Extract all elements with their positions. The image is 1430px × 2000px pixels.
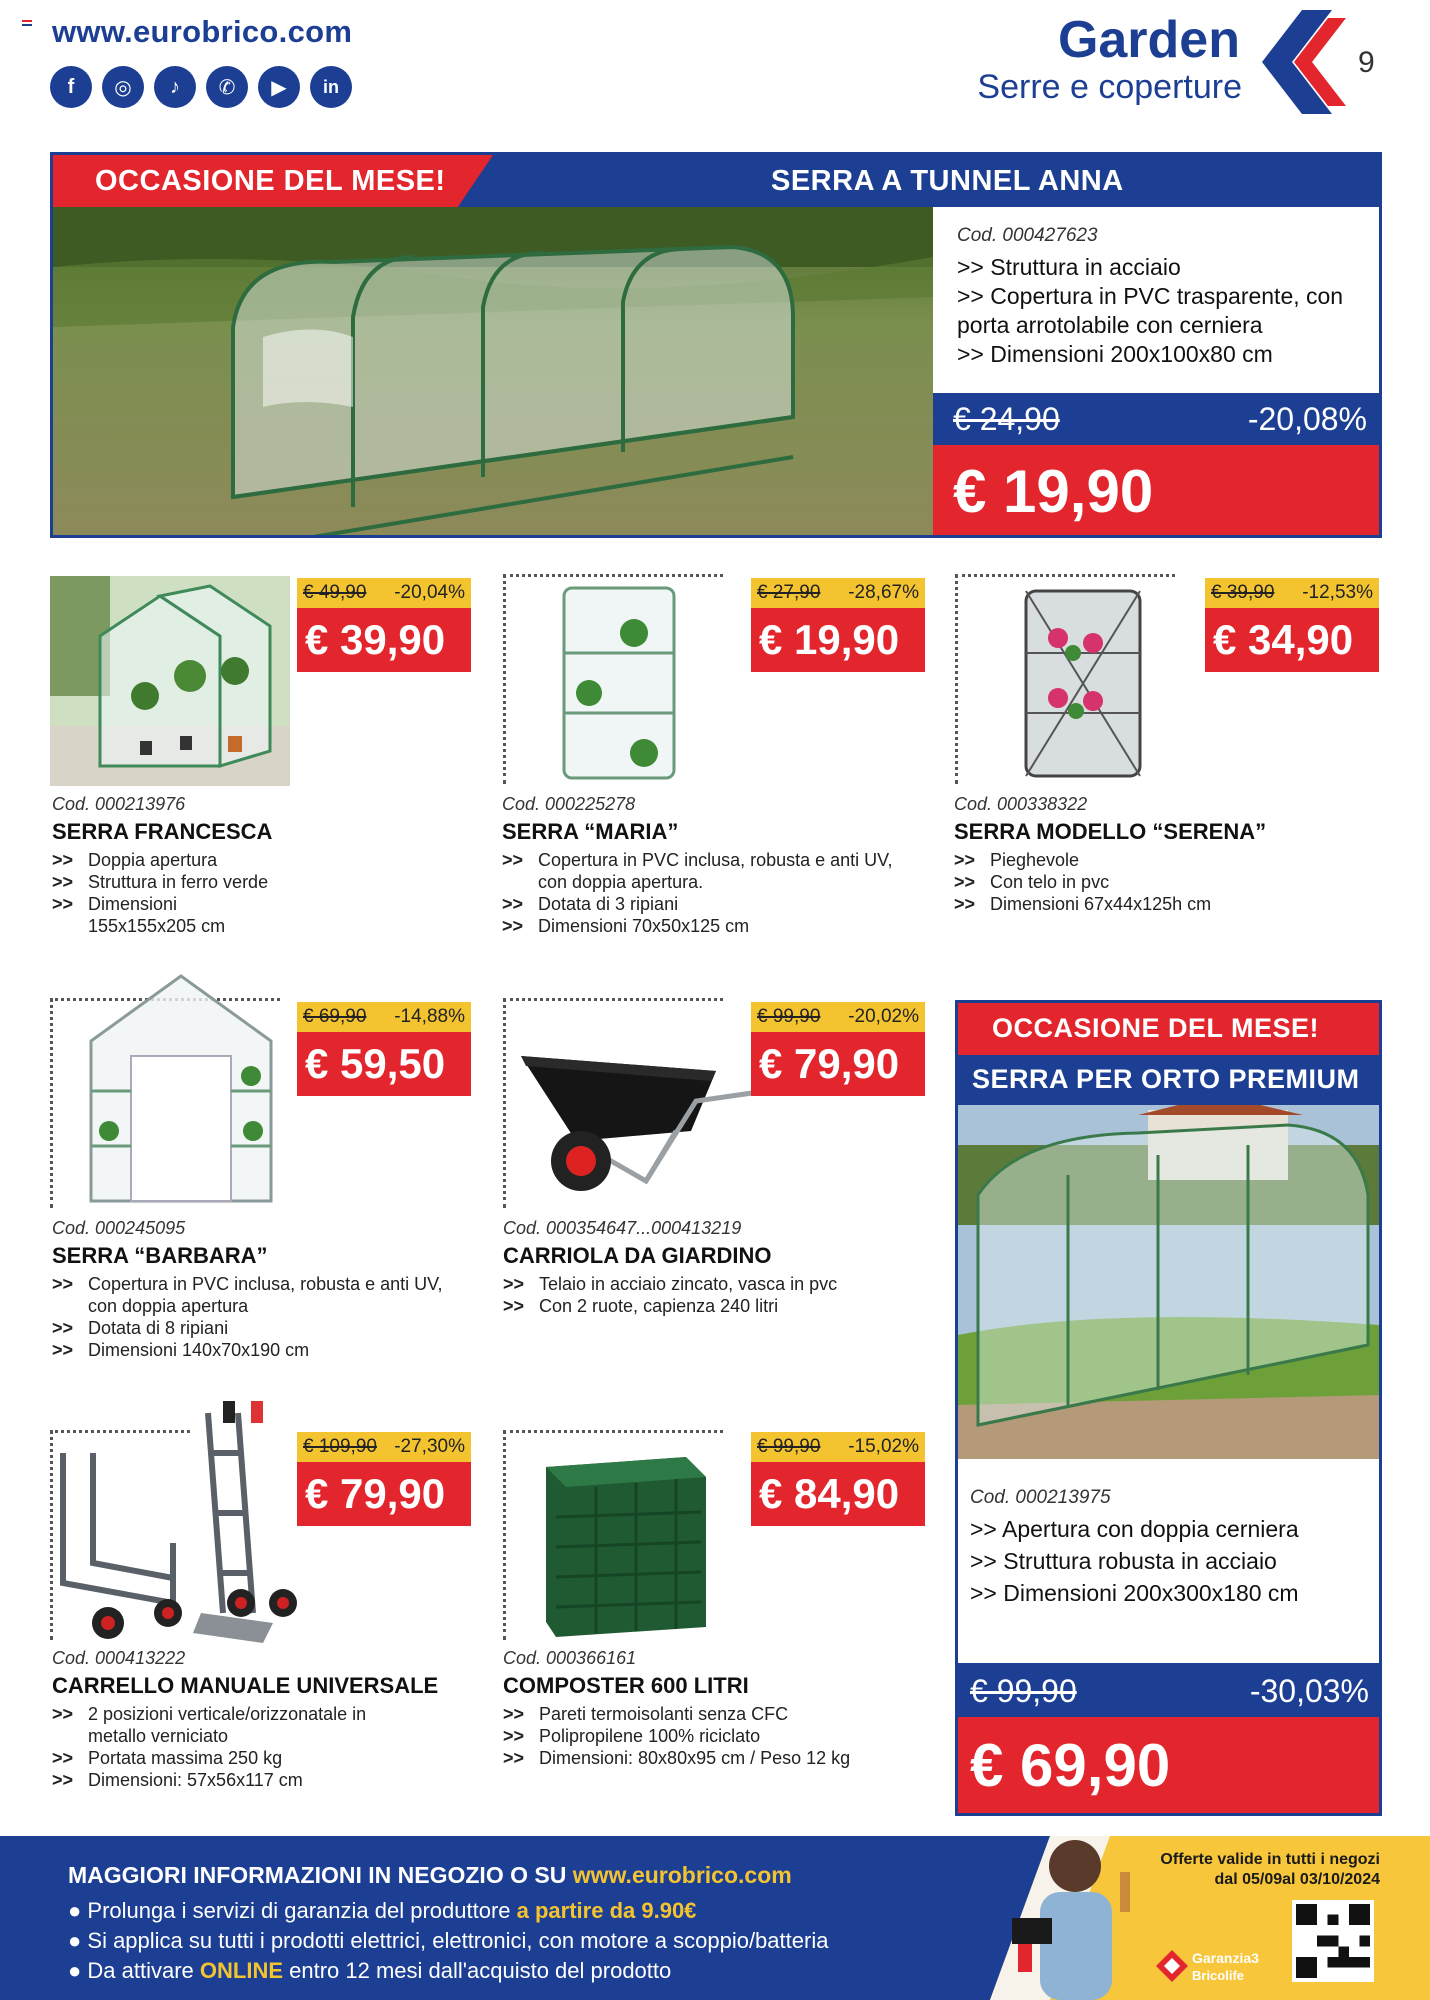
product-image-francesca [50,576,290,786]
price-tag-carrello [297,1432,471,1526]
footer-line-1: ● Prolunga i servizi di garanzia del produttore a partire da 9.90€ [68,1898,697,1923]
price-tag-serena [1205,578,1379,672]
discount: -20,04% [394,582,465,603]
product-bullet: Dotata di 8 ripiani [88,1318,229,1338]
premium-bullet: >> Dimensioni 200x300x180 cm [970,1580,1299,1606]
product-image-maria [503,574,723,784]
site-url[interactable]: www.eurobrico.com [52,14,353,49]
product-bullet: Doppia apertura [88,850,218,870]
instagram-icon[interactable]: ◎ [102,66,144,108]
hero-old-price-bar [933,393,1379,445]
hero-bullet: >> Dimensioni 200x100x80 cm [957,341,1273,367]
product-name: CARRELLO MANUALE UNIVERSALE [52,1673,439,1698]
product-details-carriola: Cod. 000354647...000413219 CARRIOLA DA GIARDINO >> Telaio in acciaio zincato, vasca in pvc >> Con 2 ruote, capienza 240 litri [503,1218,923,1317]
product-image-serena [955,574,1175,784]
hero-offer [50,152,1382,538]
hero-old-price: € 24,90 [953,401,1060,437]
linkedin-icon[interactable]: in [310,66,352,108]
hero-product-image [53,207,933,535]
category-subtitle: Serre e coperture [977,68,1242,106]
price: € 59,50 [305,1040,446,1087]
premium-title: SERRA PER ORTO PREMIUM [972,1064,1360,1094]
premium-badge: OCCASIONE DEL MESE! [992,1013,1320,1043]
old-price: € 69,90 [303,1006,367,1027]
premium-code: Cod. 000213975 [970,1487,1111,1508]
product-bullet: Pareti termoisolanti senza CFC [539,1704,789,1724]
premium-old-price: € 99,90 [970,1673,1077,1709]
product-details-composter: Cod. 000366161 COMPOSTER 600 LITRI >> Pareti termoisolanti senza CFC >> Polipropilene 100% riciclato >> Dimensioni: 80x80x95 cm / Peso 12 kg [503,1648,923,1769]
product-name: SERRA MODELLO “SERENA” [954,819,1267,844]
premium-offer [955,1000,1382,1816]
product-bullet: Dotata di 3 ripiani [538,894,679,914]
discount: -27,30% [394,1436,465,1457]
whatsapp-icon[interactable]: ✆ [206,66,248,108]
garanzia-logo: Garanzia3 Bricolife [1156,1946,1286,1988]
product-code: Cod. 000213976 [52,794,186,814]
footer-line-3: ● Da attivare ONLINE entro 12 mesi dall'acquisto del prodotto [68,1958,672,1983]
product-details-barbara: Cod. 000245095 SERRA “BARBARA” >> Copertura in PVC inclusa, robusta e anti UV, con doppia apertura >> Dotata di 8 ripiani >> Dimensioni 140x70x190 cm [52,1218,472,1361]
product-bullet: Dimensioni: 57x56x117 cm [88,1770,303,1790]
discount: -20,02% [848,1006,919,1027]
price: € 39,90 [305,616,446,663]
hero-title: SERRA A TUNNEL ANNA [771,165,1124,197]
product-name: SERRA “MARIA” [502,819,679,844]
product-image-composter [503,1430,723,1640]
old-price: € 109,90 [303,1436,377,1457]
price: € 79,90 [305,1470,446,1517]
premium-bullet: >> Apertura con doppia cerniera [970,1516,1299,1542]
price: € 79,90 [759,1040,900,1087]
garanzia-logo-icon [1156,1950,1188,1982]
product-code: Cod. 000225278 [502,794,636,814]
product-details-carrello: Cod. 000413222 CARRELLO MANUALE UNIVERSALE >> 2 posizioni verticale/orizzonatale in metallo verniciato >> Portata massima 250 kg >> Dimensioni: 57x56x117 cm [52,1648,472,1791]
old-price: € 27,90 [757,582,821,603]
price: € 34,90 [1213,616,1354,663]
premium-discount: -30,03% [1249,1673,1369,1709]
hero-code: Cod. 000427623 [957,225,1098,246]
old-price: € 99,90 [757,1436,821,1457]
product-bullet: Dimensioni 70x50x125 cm [538,916,750,936]
product-bullet: Dimensioni 140x70x190 cm [88,1340,310,1360]
price-tag-carriola [751,1002,925,1096]
youtube-icon[interactable]: ▶ [258,66,300,108]
price-tag-maria [751,578,925,672]
premium-price-bar [958,1717,1379,1813]
hero-badge: OCCASIONE DEL MESE! [95,165,446,197]
product-bullet: 2 posizioni verticale/orizzonatale in metallo verniciato [88,1704,367,1746]
qr-code-icon[interactable] [1292,1900,1374,1982]
footer-url[interactable]: www.eurobrico.com [572,1862,792,1888]
corner-mark [22,20,32,28]
product-code: Cod. 000413222 [52,1648,186,1668]
product-image-carriola [503,998,723,1208]
category-title: Garden [1057,11,1240,69]
product-name: CARRIOLA DA GIARDINO [503,1243,772,1268]
premium-product-image [958,1105,1379,1459]
product-bullet: Polipropilene 100% riciclato [539,1726,761,1746]
product-bullet: Dimensioni 67x44x125h cm [990,894,1212,914]
product-details-serena: Cod. 000338322 SERRA MODELLO “SERENA” >> Pieghevole >> Con telo in pvc >> Dimensioni 67x44x125h cm [954,794,1374,915]
price: € 84,90 [759,1470,900,1517]
chevron-logo-icon [1262,10,1348,114]
premium-title-band [958,1055,1379,1105]
old-price: € 39,90 [1211,582,1275,603]
premium-old-price-bar [958,1663,1379,1717]
product-bullet: Pieghevole [990,850,1080,870]
price-tag-composter [751,1432,925,1526]
product-name: COMPOSTER 600 LITRI [503,1673,749,1698]
product-code: Cod. 000245095 [52,1218,186,1238]
footer-line-2: ● Si applica su tutti i prodotti elettrici, elettronici, con motore a scoppio/batteria [68,1928,829,1953]
price-tag-barbara [297,1002,471,1096]
price: € 19,90 [759,616,900,663]
product-bullet: Con telo in pvc [990,872,1110,892]
footer-validity: Offerte valide in tutti i negozi dal 05/09al 03/10/2024 [1160,1851,1380,1888]
product-bullet: Dimensioni 155x155x205 cm [88,894,226,936]
product-bullet: Copertura in PVC inclusa, robusta e anti UV, con doppia apertura [88,1274,443,1316]
product-code: Cod. 000338322 [954,794,1088,814]
hero-info [933,207,1379,535]
product-bullet: Struttura in ferro verde [88,872,269,892]
hero-price: € 19,90 [953,458,1154,525]
page-number: 9 [1358,46,1375,79]
product-bullet: Con 2 ruote, capienza 240 litri [539,1296,779,1316]
discount: -28,67% [848,582,919,603]
old-price: € 99,90 [757,1006,821,1027]
facebook-icon[interactable]: f [50,66,92,108]
product-bullet: Portata massima 250 kg [88,1748,283,1768]
product-details-francesca: Cod. 000213976 SERRA FRANCESCA >> Doppia apertura >> Struttura in ferro verde >> Dimensioni 155x155x205 cm [52,794,452,937]
price-tag-francesca [297,578,471,672]
product-code: Cod. 000354647...000413219 [503,1218,742,1238]
product-name: SERRA “BARBARA” [52,1243,268,1268]
product-image-barbara [50,998,280,1208]
discount: -12,53% [1302,582,1373,603]
hero-bullet: >> Copertura in PVC trasparente, con porta arrotolabile con cerniera [957,283,1344,338]
discount: -15,02% [848,1436,919,1457]
hero-price-bar [933,445,1379,535]
product-details-maria: Cod. 000225278 SERRA “MARIA” >> Copertura in PVC inclusa, robusta e anti UV, con doppia apertura. >> Dotata di 3 ripiani >> Dimensioni 70x50x125 cm [502,794,922,937]
product-bullet: Copertura in PVC inclusa, robusta e anti UV, con doppia apertura. [538,850,893,892]
old-price: € 49,90 [303,582,367,603]
hero-discount: -20,08% [1247,401,1367,437]
tiktok-icon[interactable]: ♪ [154,66,196,108]
premium-bullet: >> Struttura robusta in acciaio [970,1548,1277,1574]
hero-bullet: >> Struttura in acciaio [957,254,1181,280]
premium-badge-band [958,1003,1379,1055]
product-bullet: Dimensioni: 80x80x95 cm / Peso 12 kg [539,1748,851,1768]
premium-price: € 69,90 [970,1732,1171,1799]
product-name: SERRA FRANCESCA [52,819,273,844]
product-bullet: Telaio in acciaio zincato, vasca in pvc [539,1274,838,1294]
product-image-carrello [50,1430,190,1640]
footer-headline: MAGGIORI INFORMAZIONI IN NEGOZIO O SU www.eurobrico.com [68,1862,792,1888]
discount: -14,88% [394,1006,465,1027]
product-code: Cod. 000366161 [503,1648,637,1668]
